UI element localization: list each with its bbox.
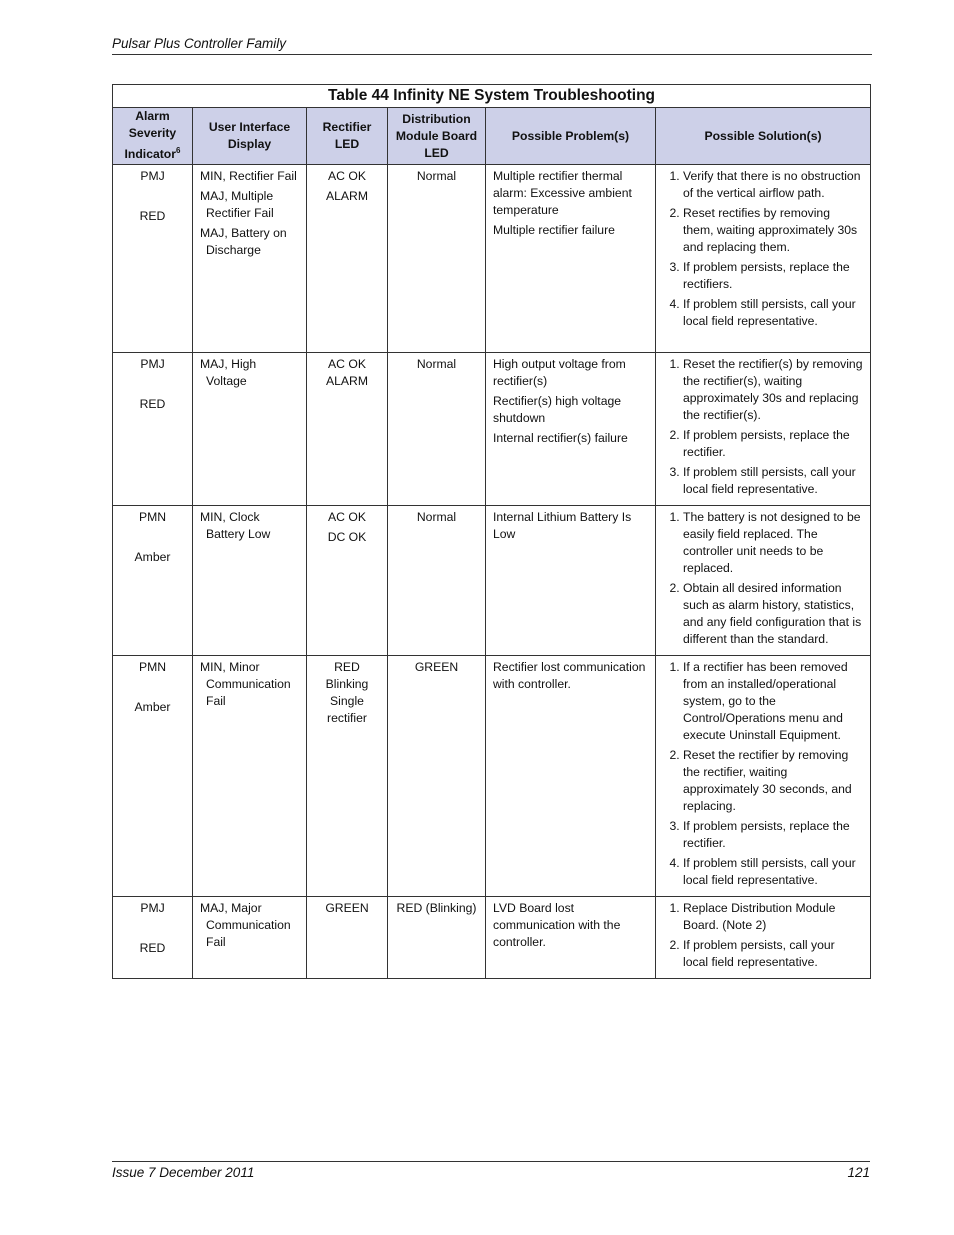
rectifier-led-cell: AC OK DC OK — [307, 506, 388, 656]
problems-cell: Internal Lithium Battery Is Low — [486, 506, 656, 656]
solutions-cell: 1. Reset the rectifier(s) by removing the rectifier(s), waiting approximately 30s and replacing the rectifier(s). 2. If problem persists, replace the rectifier. 3. If problem still persists, call your local field representative. — [656, 353, 871, 506]
col-header-severity: Alarm Severity Indicator$^6$ — [113, 108, 193, 165]
dist-led-cell: GREEN — [388, 656, 486, 897]
col-header-rectifier-led: Rectifier LED — [307, 108, 388, 165]
problems-cell: Multiple rectifier thermal alarm: Excessive ambient temperature Multiple rectifier failure — [486, 165, 656, 353]
rectifier-led-cell: AC OK ALARM — [307, 165, 388, 353]
ui-display-cell: MAJ, High Voltage — [193, 353, 307, 506]
severity-cell: PMJ RED — [113, 897, 193, 979]
table-title: Table 44 Infinity NE System Troubleshooting — [113, 85, 871, 108]
dist-led-cell: Normal — [388, 353, 486, 506]
ui-display-cell: MAJ, Major Communication Fail — [193, 897, 307, 979]
solutions-cell: 1. The battery is not designed to be easily field replaced. The controller unit needs to be replaced. 2. Obtain all desired information such as alarm history, statistics, and any field configuration that is different than the standard. — [656, 506, 871, 656]
solutions-cell: 1. If a rectifier has been removed from an installed/operational system, go to the Control/Operations menu and execute Uninstall Equipment. 2. Reset the rectifier by removing the rectifier, waiting approximately 30 seconds, and replacing. 3. If problem persists, replace the rectifier. 4. If problem still persists, call your local field representative. — [656, 656, 871, 897]
solutions-cell: 1. Verify that there is no obstruction of the vertical airflow path. 2. Reset rectifies by removing them, waiting approximately 30s and replacing them. 3. If problem persists, replace the rectifiers. 4. If problem still persists, call your local field representative. — [656, 165, 871, 353]
severity-cell: PMJ RED — [113, 353, 193, 506]
table-row — [113, 165, 871, 353]
severity-cell: PMN Amber — [113, 506, 193, 656]
table-row — [113, 897, 871, 979]
page-header: Pulsar Plus Controller Family — [112, 36, 872, 55]
rectifier-led-cell: GREEN — [307, 897, 388, 979]
severity-cell: PMJ RED — [113, 165, 193, 353]
rectifier-led-cell: AC OK ALARM — [307, 353, 388, 506]
ui-display-cell: MIN, Clock Battery Low — [193, 506, 307, 656]
footer-issue-date: Issue 7 December 2011 — [112, 1165, 255, 1180]
col-header-ui-display: User Interface Display — [193, 108, 307, 165]
solutions-cell: 1. Replace Distribution Module Board. (Note 2) 2. If problem persists, call your local field representative. — [656, 897, 871, 979]
dist-led-cell: RED (Blinking) — [388, 897, 486, 979]
dist-led-cell: Normal — [388, 165, 486, 353]
problems-cell: High output voltage from rectifier(s) Rectifier(s) high voltage shutdown Internal rectifier(s) failure — [486, 353, 656, 506]
page-footer — [112, 1161, 870, 1180]
rectifier-led-cell: RED Blinking Single rectifier — [307, 656, 388, 897]
troubleshooting-table — [112, 84, 871, 979]
col-header-solutions: Possible Solution(s) — [656, 108, 871, 165]
severity-cell: PMN Amber — [113, 656, 193, 897]
col-header-dist-module-led: Distribution Module Board LED — [388, 108, 486, 165]
ui-display-cell: MIN, Minor Communication Fail — [193, 656, 307, 897]
dist-led-cell: Normal — [388, 506, 486, 656]
table-row — [113, 353, 871, 506]
problems-cell: Rectifier lost communication with controller. — [486, 656, 656, 897]
page-number: 121 — [847, 1165, 870, 1180]
table-row — [113, 656, 871, 897]
col-header-problems: Possible Problem(s) — [486, 108, 656, 165]
problems-cell: LVD Board lost communication with the controller. — [486, 897, 656, 979]
table-row — [113, 506, 871, 656]
ui-display-cell: MIN, Rectifier Fail MAJ, Multiple Rectifier Fail MAJ, Battery on Discharge — [193, 165, 307, 353]
